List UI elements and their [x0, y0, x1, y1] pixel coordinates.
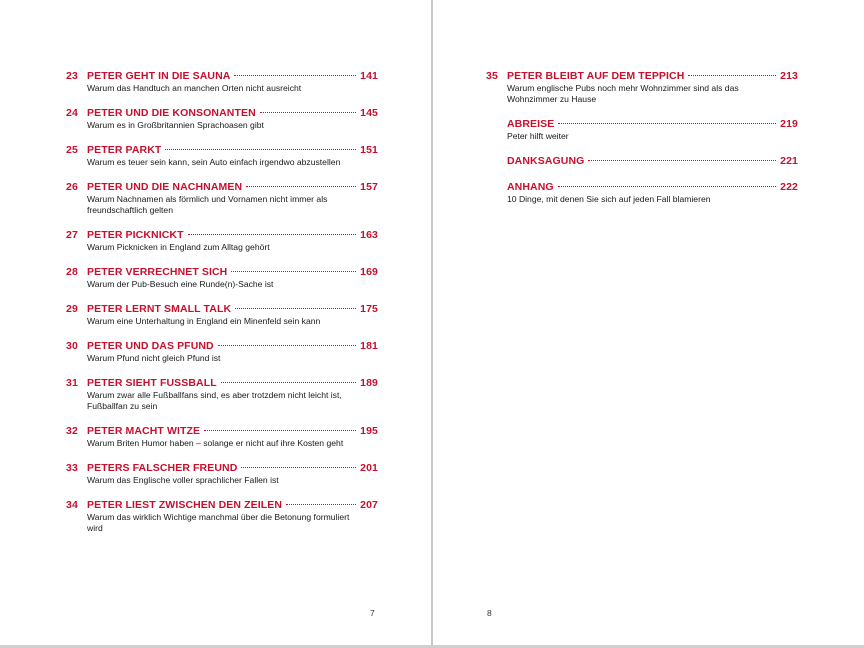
chapter-number: 32	[66, 425, 78, 437]
chapter-subtitle: Warum es in Großbritannien Sprachoasen gibt	[87, 120, 264, 130]
chapter-number: 29	[66, 303, 78, 315]
chapter-heading	[87, 499, 378, 512]
toc-entry	[66, 425, 378, 449]
chapter-title: PETER UND DIE NACHNAMEN	[87, 181, 243, 193]
chapter-page-number: 157	[360, 181, 378, 193]
chapter-heading	[87, 425, 378, 438]
toc-entry	[66, 462, 378, 486]
chapter-page-number: 222	[780, 181, 798, 193]
chapter-subtitle: Warum das Englische voller sprachlicher Fallen ist	[87, 475, 279, 485]
chapter-page-number: 169	[360, 266, 378, 278]
dot-leader	[221, 382, 356, 383]
chapter-subtitle: Warum es teuer sein kann, sein Auto einfach irgendwo abzustellen	[87, 157, 341, 167]
chapter-title: PETER LIEST ZWISCHEN DEN ZEILEN	[87, 499, 283, 511]
chapter-heading	[87, 144, 378, 157]
toc-entry	[66, 70, 378, 94]
chapter-title: PETER PICKNICKT	[87, 229, 184, 241]
chapter-number: 26	[66, 181, 78, 193]
chapter-subtitle: Peter hilft weiter	[507, 131, 569, 141]
toc-entry	[66, 229, 378, 253]
chapter-page-number: 195	[360, 425, 378, 437]
chapter-page-number: 207	[360, 499, 378, 511]
chapter-page-number: 163	[360, 229, 378, 241]
chapter-page-number: 145	[360, 107, 378, 119]
toc-entry	[66, 107, 378, 131]
chapter-title: PETER PARKT	[87, 144, 162, 156]
chapter-heading	[87, 266, 378, 279]
chapter-page-number: 221	[780, 155, 798, 167]
chapter-title: PETER SIEHT FUSSBALL	[87, 377, 217, 389]
chapter-heading	[87, 462, 378, 475]
chapter-subtitle: Warum Picknicken in England zum Alltag gehört	[87, 242, 270, 252]
chapter-page-number: 189	[360, 377, 378, 389]
chapter-page-number: 219	[780, 118, 798, 130]
chapter-page-number: 201	[360, 462, 378, 474]
chapter-title: ANHANG	[507, 181, 554, 193]
toc-entry	[66, 266, 378, 290]
chapter-heading	[507, 70, 798, 83]
chapter-title: DANKSAGUNG	[507, 155, 585, 167]
dot-leader	[246, 186, 356, 187]
chapter-heading	[87, 229, 378, 242]
chapter-subtitle: Warum Pfund nicht gleich Pfund ist	[87, 353, 221, 363]
chapter-heading	[87, 377, 378, 390]
dot-leader	[558, 123, 776, 124]
chapter-number: 33	[66, 462, 78, 474]
dot-leader	[188, 234, 357, 235]
toc-left	[66, 70, 378, 547]
chapter-title: PETER LERNT SMALL TALK	[87, 303, 232, 315]
toc-entry	[486, 70, 798, 105]
chapter-title: PETER MACHT WITZE	[87, 425, 201, 437]
chapter-page-number: 141	[360, 70, 378, 82]
left-page	[0, 0, 431, 648]
chapter-number: 28	[66, 266, 78, 278]
dot-leader	[260, 112, 356, 113]
dot-leader	[231, 271, 356, 272]
dot-leader	[234, 75, 356, 76]
dot-leader	[241, 467, 356, 468]
toc-entry	[66, 181, 378, 216]
chapter-subtitle: Warum zwar alle Fußballfans sind, es aber trotzdem nicht leicht ist, Fußballfan zu sein	[87, 390, 342, 411]
dot-leader	[558, 186, 776, 187]
chapter-number: 34	[66, 499, 78, 511]
chapter-subtitle: Warum englische Pubs noch mehr Wohnzimmer sind als das Wohnzimmer zu Hause	[507, 83, 739, 104]
chapter-title: ABREISE	[507, 118, 555, 130]
chapter-number: 31	[66, 377, 78, 389]
toc-entry	[66, 340, 378, 364]
chapter-subtitle: 10 Dinge, mit denen Sie sich auf jeden Fall blamieren	[507, 194, 711, 204]
chapter-number: 23	[66, 70, 78, 82]
toc-entry	[486, 155, 798, 168]
chapter-subtitle: Warum eine Unterhaltung in England ein Minenfeld sein kann	[87, 316, 321, 326]
chapter-page-number: 181	[360, 340, 378, 352]
chapter-title: PETER UND DAS PFUND	[87, 340, 214, 352]
chapter-subtitle: Warum der Pub-Besuch eine Runde(n)-Sache ist	[87, 279, 274, 289]
dot-leader	[588, 160, 776, 161]
chapter-subtitle: Warum das wirklich Wichtige manchmal über die Betonung formuliert wird	[87, 512, 350, 533]
page-number-right: 8	[487, 608, 492, 618]
dot-leader	[235, 308, 356, 309]
chapter-heading	[507, 155, 798, 168]
chapter-subtitle: Warum Briten Humor haben – solange er nicht auf ihre Kosten geht	[87, 438, 344, 448]
chapter-number: 30	[66, 340, 78, 352]
toc-entry	[486, 118, 798, 142]
chapter-heading	[87, 340, 378, 353]
toc-entry	[66, 377, 378, 412]
chapter-title: PETER UND DIE KONSONANTEN	[87, 107, 256, 119]
chapter-heading	[507, 181, 798, 194]
chapter-title: PETERS FALSCHER FREUND	[87, 462, 238, 474]
chapter-subtitle: Warum das Handtuch an manchen Orten nicht ausreicht	[87, 83, 302, 93]
chapter-number: 25	[66, 144, 78, 156]
toc-entry	[66, 499, 378, 534]
chapter-heading	[87, 107, 378, 120]
page-number-left: 7	[370, 608, 375, 618]
chapter-heading	[87, 303, 378, 316]
right-page	[433, 0, 864, 648]
chapter-heading	[507, 118, 798, 131]
dot-leader	[165, 149, 356, 150]
dot-leader	[204, 430, 356, 431]
chapter-page-number: 213	[780, 70, 798, 82]
toc-right	[486, 70, 798, 218]
chapter-number: 24	[66, 107, 78, 119]
chapter-title: PETER VERRECHNET SICH	[87, 266, 228, 278]
chapter-number: 27	[66, 229, 78, 241]
chapter-subtitle: Warum Nachnamen als förmlich und Vornamen nicht immer als freundschaftlich gelten	[87, 194, 328, 215]
chapter-page-number: 151	[360, 144, 378, 156]
toc-entry	[486, 181, 798, 205]
dot-leader	[218, 345, 356, 346]
toc-entry	[66, 144, 378, 168]
dot-leader	[286, 504, 356, 505]
chapter-title: PETER BLEIBT AUF DEM TEPPICH	[507, 70, 685, 82]
chapter-heading	[87, 70, 378, 83]
chapter-title: PETER GEHT IN DIE SAUNA	[87, 70, 231, 82]
chapter-number: 35	[486, 70, 498, 82]
chapter-heading	[87, 181, 378, 194]
chapter-page-number: 175	[360, 303, 378, 315]
toc-entry	[66, 303, 378, 327]
dot-leader	[688, 75, 776, 76]
